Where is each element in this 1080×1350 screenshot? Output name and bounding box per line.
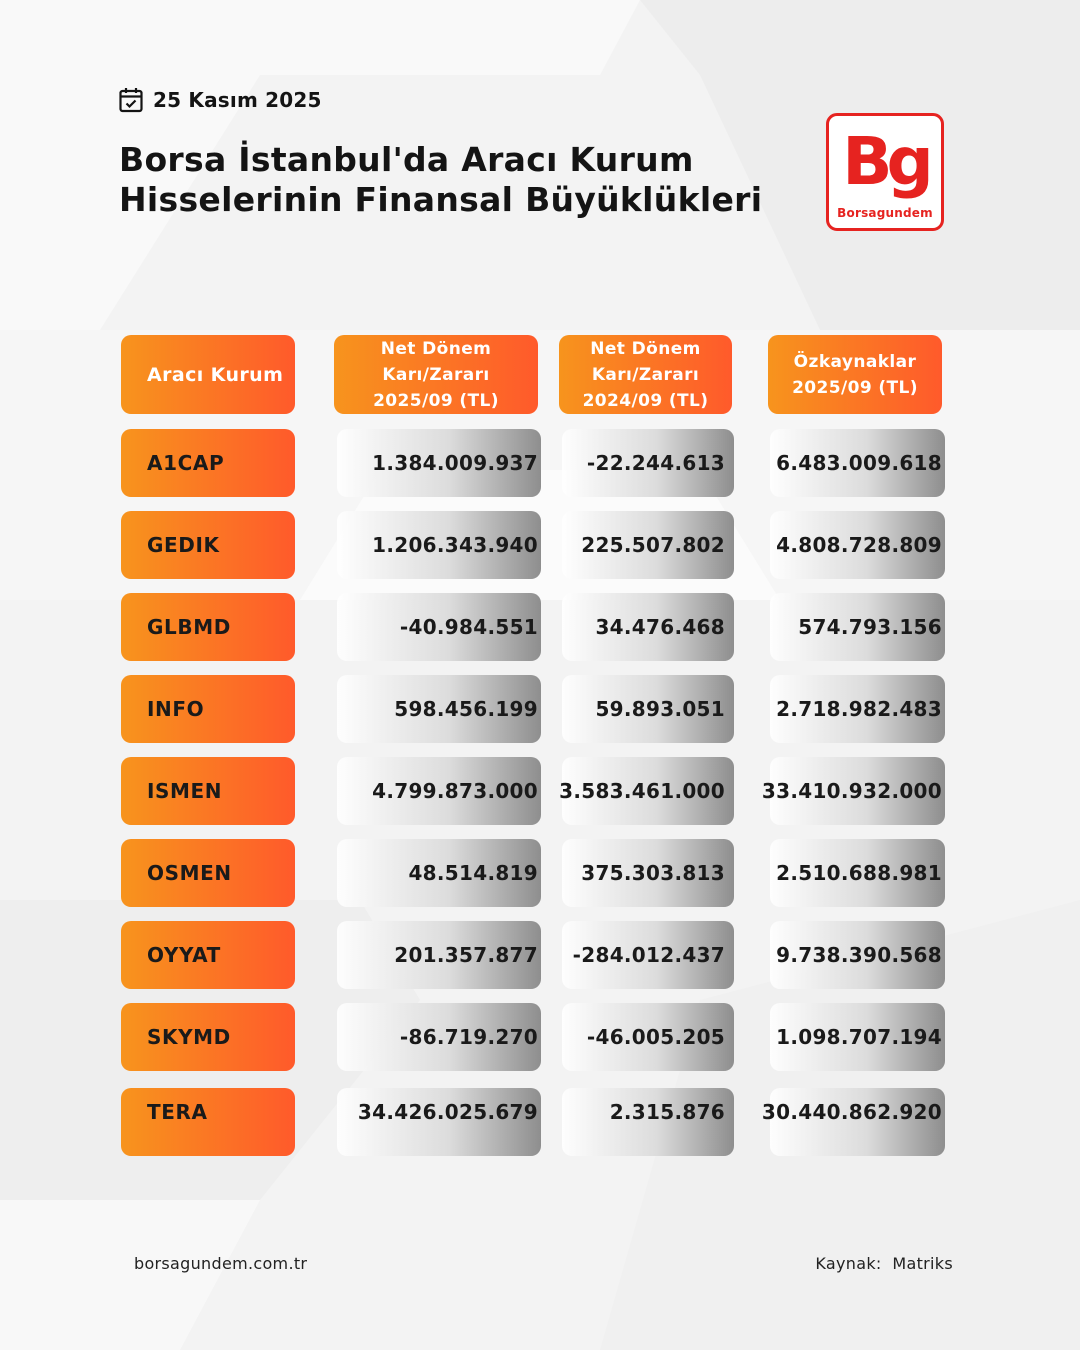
net-2025-value: -40.984.551 bbox=[337, 593, 541, 661]
title-line-2: Hisselerinin Finansal Büyüklükleri bbox=[119, 180, 763, 219]
net-2024-value: 3.583.461.000 bbox=[562, 757, 734, 825]
equity-value: 30.440.862.920 bbox=[770, 1088, 945, 1156]
net-2025-value: 201.357.877 bbox=[337, 921, 541, 989]
net-2025-value: -86.719.270 bbox=[337, 1003, 541, 1071]
net-2025-value: 48.514.819 bbox=[337, 839, 541, 907]
net-2024-value: -284.012.437 bbox=[562, 921, 734, 989]
net-2024-value: 2.315.876 bbox=[562, 1088, 734, 1156]
net-2025-value: 34.426.025.679 bbox=[337, 1088, 541, 1156]
equity-value: 2.510.688.981 bbox=[770, 839, 945, 907]
calendar-icon bbox=[119, 87, 143, 113]
broker-name: ISMEN bbox=[121, 757, 295, 825]
header-label: Özkaynaklar 2025/09 (TL) bbox=[792, 351, 918, 398]
equity-value: 33.410.932.000 bbox=[770, 757, 945, 825]
equity-value: 6.483.009.618 bbox=[770, 429, 945, 497]
broker-name: GLBMD bbox=[121, 593, 295, 661]
broker-name: A1CAP bbox=[121, 429, 295, 497]
page-title bbox=[119, 140, 799, 220]
net-2024-value: 375.303.813 bbox=[562, 839, 734, 907]
net-2025-value: 1.206.343.940 bbox=[337, 511, 541, 579]
equity-value: 2.718.982.483 bbox=[770, 675, 945, 743]
header-label: Aracı Kurum bbox=[147, 363, 284, 386]
equity-value: 4.808.728.809 bbox=[770, 511, 945, 579]
source-label: Kaynak: Matriks bbox=[815, 1254, 953, 1273]
net-2024-value: 34.476.468 bbox=[562, 593, 734, 661]
net-2025-value: 598.456.199 bbox=[337, 675, 541, 743]
broker-name: INFO bbox=[121, 675, 295, 743]
date-label: 25 Kasım 2025 bbox=[153, 88, 322, 112]
net-2025-value: 1.384.009.937 bbox=[337, 429, 541, 497]
equity-value: 9.738.390.568 bbox=[770, 921, 945, 989]
logo-mark: Bg bbox=[842, 123, 928, 200]
net-2024-value: 59.893.051 bbox=[562, 675, 734, 743]
borsagundem-logo bbox=[826, 113, 944, 231]
header-net-2025 bbox=[334, 335, 538, 414]
net-2024-value: -22.244.613 bbox=[562, 429, 734, 497]
title-line-1: Borsa İstanbul'da Aracı Kurum bbox=[119, 140, 694, 179]
broker-name: TERA bbox=[121, 1088, 295, 1156]
broker-name: GEDIK bbox=[121, 511, 295, 579]
header-label: Net Dönem Karı/Zararı 2025/09 (TL) bbox=[373, 338, 499, 411]
net-2025-value: 4.799.873.000 bbox=[337, 757, 541, 825]
header-ozkaynaklar bbox=[768, 335, 942, 414]
net-2024-value: 225.507.802 bbox=[562, 511, 734, 579]
broker-name: SKYMD bbox=[121, 1003, 295, 1071]
net-2024-value: -46.005.205 bbox=[562, 1003, 734, 1071]
website-link[interactable]: borsagundem.com.tr bbox=[134, 1254, 308, 1273]
equity-value: 1.098.707.194 bbox=[770, 1003, 945, 1071]
header-araci-kurum bbox=[121, 335, 295, 414]
broker-name: OYYAT bbox=[121, 921, 295, 989]
equity-value: 574.793.156 bbox=[770, 593, 945, 661]
broker-name: OSMEN bbox=[121, 839, 295, 907]
logo-wordmark: Borsagundem bbox=[837, 206, 933, 220]
header-label: Net Dönem Karı/Zararı 2024/09 (TL) bbox=[582, 338, 709, 411]
date-row bbox=[119, 86, 322, 114]
header-net-2024 bbox=[559, 335, 732, 414]
